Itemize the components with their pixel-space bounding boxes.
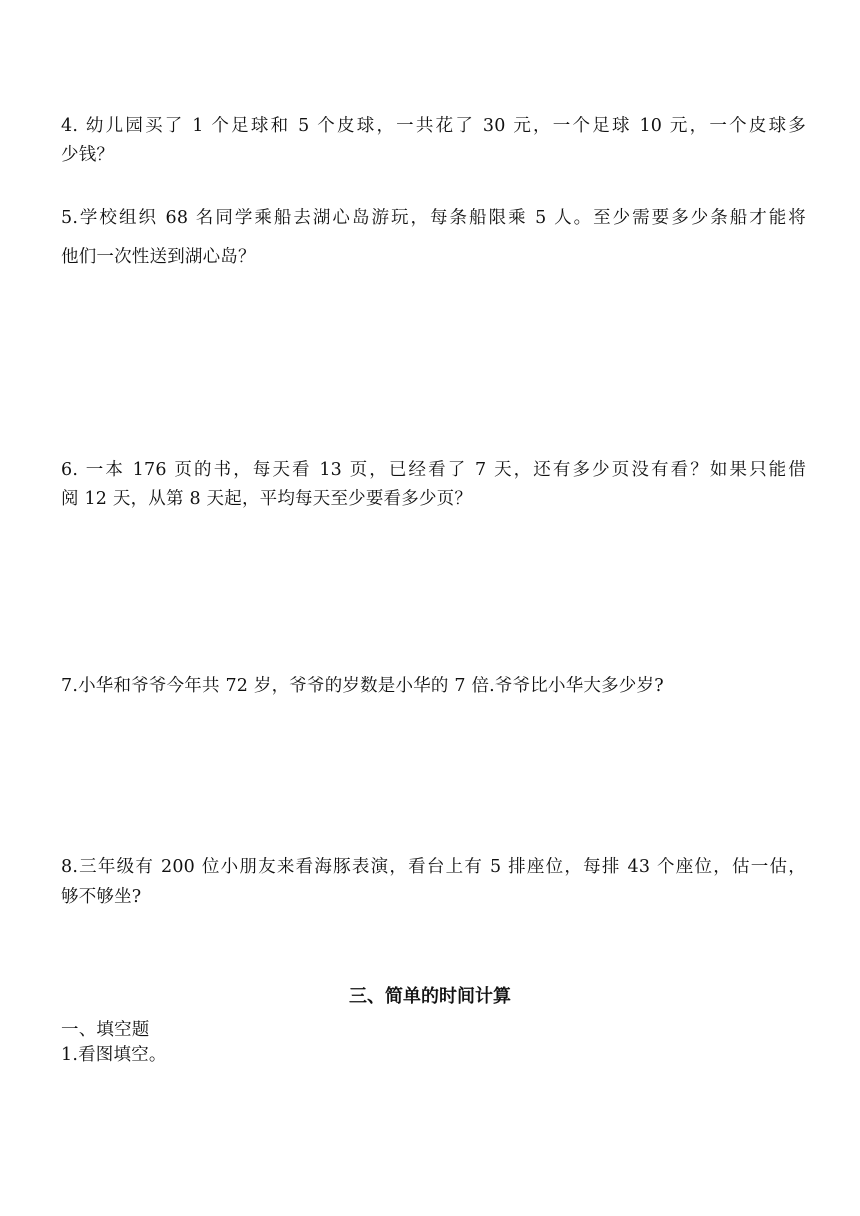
question-4-line-2: 少钱？	[61, 145, 115, 165]
question-5-line-2: 他们一次性送到湖心岛？	[61, 247, 256, 267]
question-4-line-1: 4. 幼儿园买了 1 个足球和 5 个皮球，一共花了 30 元，一个足球 10 元，一个皮球多	[61, 116, 806, 136]
section-title: 三、简单的时间计算	[349, 986, 511, 1007]
question-6-line-1: 6. 一本 176 页的书，每天看 13 页，已经看了 7 天，还有多少页没有看？如果只能借	[61, 460, 806, 480]
question-8-line-1: 8.三年级有 200 位小朋友来看海豚表演，看台上有 5 排座位，每排 43 个座位，估一估，	[61, 857, 806, 877]
question-8-line-2: 够不够坐?	[61, 887, 142, 907]
question-6-line-2: 阅 12 天，从第 8 天起，平均每天至少要看多少页？	[61, 489, 473, 509]
fill-blank-item-1: 1.看图填空。	[61, 1045, 167, 1065]
subsection-title: 一、填空题	[61, 1020, 150, 1040]
question-5-line-1: 5.学校组织 68 名同学乘船去湖心岛游玩，每条船限乘 5 人。至少需要多少条船才能将	[61, 208, 806, 228]
question-7-line-1: 7.小华和爷爷今年共 72 岁，爷爷的岁数是小华的 7 倍.爷爷比小华大多少岁?	[61, 676, 664, 696]
